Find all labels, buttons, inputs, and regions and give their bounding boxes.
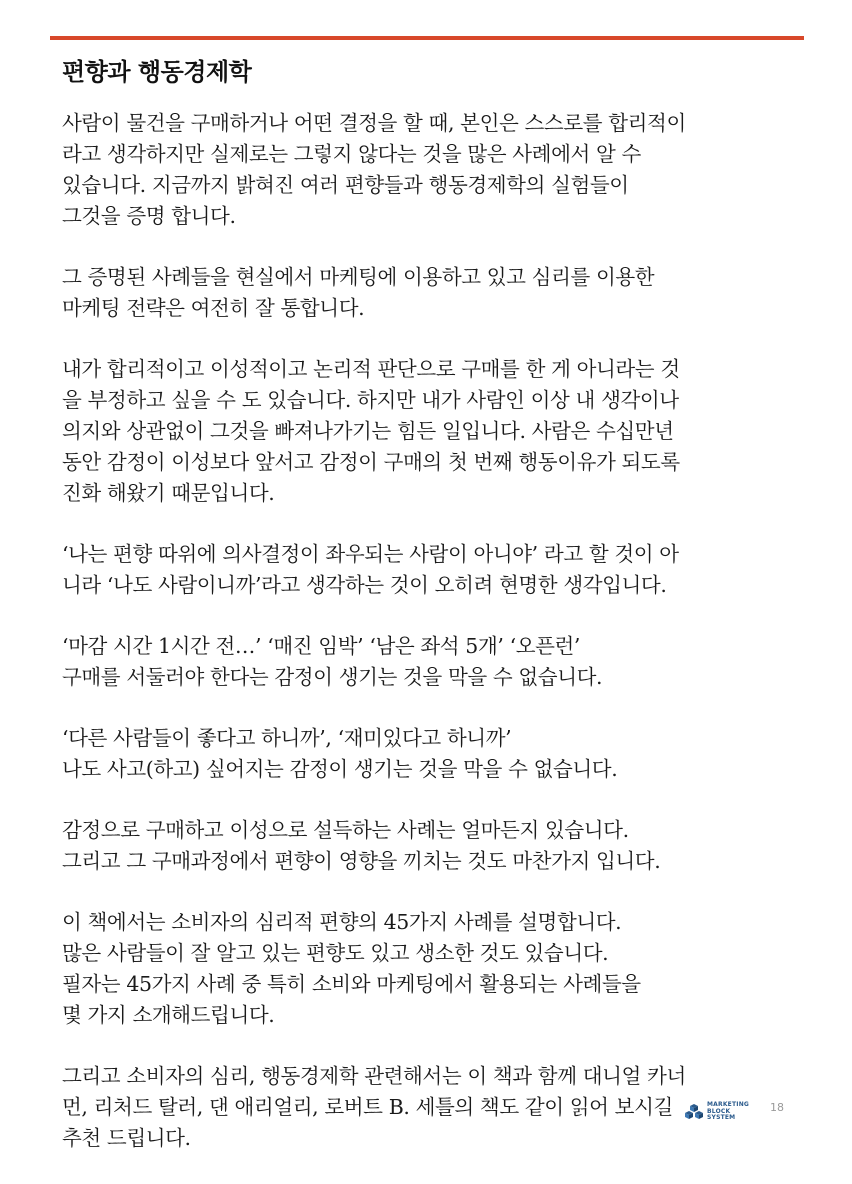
text-line: 그리고 그 구매과정에서 편향이 영향을 끼치는 것도 마찬가지 입니다. — [62, 849, 661, 873]
top-accent-rule — [50, 36, 804, 40]
logo-line: BLOCK — [707, 1107, 731, 1115]
text-line: 구매를 서둘러야 한다는 감정이 생기는 것을 막을 수 없습니다. — [62, 665, 603, 689]
logo-line: MARKETING — [707, 1101, 750, 1109]
logo-wordmark — [707, 1102, 749, 1122]
text-line: 감정으로 구매하고 이성으로 설득하는 사례는 얼마든지 있습니다. — [62, 818, 629, 842]
paragraph-5 — [62, 631, 802, 693]
paragraph-1 — [62, 108, 802, 232]
text-line: 나도 사고(하고) 싶어지는 감정이 생기는 것을 막을 수 없습니다. — [62, 757, 618, 781]
cube-stack-icon — [684, 1102, 704, 1122]
text-line: ‘나는 편향 따위에 의사결정이 좌우되는 사람이 아니야’ 라고 할 것이 아 — [62, 542, 679, 566]
paragraph-4 — [62, 539, 802, 601]
text-line: 추천 드립니다. — [62, 1126, 191, 1150]
brand-logo — [684, 1102, 749, 1122]
text-line: 몇 가지 소개해드립니다. — [62, 1003, 275, 1027]
text-line: 먼, 리처드 탈러, 댄 애리얼리, 로버트 B. 세틀의 책도 같이 읽어 보시길 — [62, 1095, 673, 1119]
page-number: 18 — [770, 1101, 784, 1114]
text-line: 필자는 45가지 사례 중 특히 소비와 마케팅에서 활용되는 사례들을 — [62, 972, 641, 996]
text-line: 사람이 물건을 구매하거나 어떤 결정을 할 때, 본인은 스스로를 합리적이 — [62, 111, 686, 135]
paragraph-6 — [62, 723, 802, 785]
paragraph-8 — [62, 907, 802, 1031]
paragraph-3 — [62, 354, 802, 509]
logo-line: SYSTEM — [707, 1114, 736, 1122]
paragraph-2 — [62, 262, 802, 324]
text-line: 의지와 상관없이 그것을 빠져나가기는 힘든 일입니다. 사람은 수십만년 — [62, 419, 674, 443]
text-line: ‘마감 시간 1시간 전…’ ‘매진 임박’ ‘남은 좌석 5개’ ‘오픈런’ — [62, 634, 581, 658]
text-line: 많은 사람들이 잘 알고 있는 편향도 있고 생소한 것도 있습니다. — [62, 941, 609, 965]
text-line: 그리고 소비자의 심리, 행동경제학 관련해서는 이 책과 함께 대니얼 카너 — [62, 1064, 686, 1088]
text-line: 을 부정하고 싶을 수 도 있습니다. 하지만 내가 사람인 이상 내 생각이나 — [62, 388, 679, 412]
page-footer — [684, 1100, 794, 1124]
text-line: ‘다른 사람들이 좋다고 하니까’, ‘재미있다고 하니까’ — [62, 726, 512, 750]
text-line: 이 책에서는 소비자의 심리적 편향의 45가지 사례를 설명합니다. — [62, 910, 622, 934]
text-line: 동안 감정이 이성보다 앞서고 감정이 구매의 첫 번째 행동이유가 되도록 — [62, 450, 680, 474]
text-line: 내가 합리적이고 이성적이고 논리적 판단으로 구매를 한 게 아니라는 것 — [62, 357, 680, 381]
page-title: 편향과 행동경제학 — [62, 58, 252, 86]
text-line: 그것을 증명 합니다. — [62, 204, 236, 228]
text-line: 진화 해왔기 때문입니다. — [62, 481, 275, 505]
text-line: 니라 ‘나도 사람이니까’라고 생각하는 것이 오히려 현명한 생각입니다. — [62, 573, 667, 597]
text-line: 있습니다. 지금까지 밝혀진 여러 편향들과 행동경제학의 실험들이 — [62, 173, 629, 197]
body-text — [62, 108, 802, 1184]
text-line: 라고 생각하지만 실제로는 그렇지 않다는 것을 많은 사례에서 알 수 — [62, 142, 641, 166]
text-line: 그 증명된 사례들을 현실에서 마케팅에 이용하고 있고 심리를 이용한 — [62, 265, 655, 289]
paragraph-7 — [62, 815, 802, 877]
text-line: 마케팅 전략은 여전히 잘 통합니다. — [62, 296, 365, 320]
